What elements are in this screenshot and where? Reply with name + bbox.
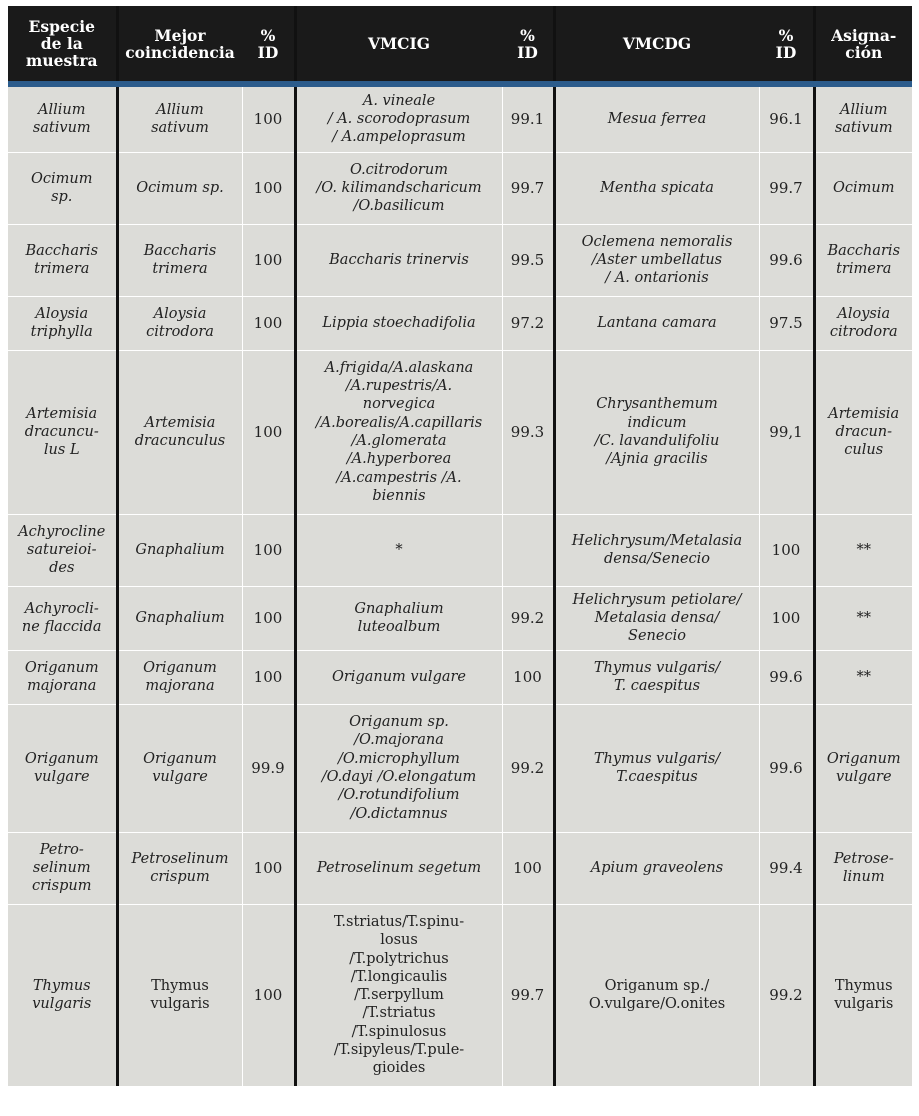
cell-asignacion: [814, 586, 912, 650]
table-row: [8, 832, 912, 904]
cell-line: Chrysanthemum: [596, 396, 718, 413]
cell-id-1: 100: [242, 350, 295, 514]
cell-vmcdg: [554, 832, 759, 904]
cell-line: Petroselinum: [131, 850, 229, 867]
cell-line: crispum: [150, 869, 210, 885]
cell-line: Origanum: [24, 750, 99, 767]
cell-line: /A.glomerata: [351, 433, 447, 449]
header-vmcig: [295, 6, 502, 84]
cell-vmcdg: [554, 586, 759, 650]
cell-line: Allium: [38, 101, 86, 118]
cell-especie: [8, 350, 117, 514]
cell-line: /A.rupestris/A.: [345, 378, 453, 395]
header-line: de la: [40, 34, 83, 53]
cell-line: Ocimum: [833, 179, 895, 196]
header-line: Especie: [28, 17, 95, 36]
cell-vmcig: [295, 704, 502, 832]
cell-id-3: 99.7: [759, 152, 814, 224]
header-id-2: [502, 6, 554, 84]
cell-line: losus: [380, 932, 418, 949]
cell-line: /O.dayi /O.elongatum: [321, 769, 477, 785]
cell-line: Lippia stoechadifolia: [322, 314, 476, 331]
cell-vmcig: [295, 84, 502, 152]
cell-especie: [8, 296, 117, 350]
cell-vmcig: [295, 224, 502, 296]
cell-especie: [8, 704, 117, 832]
cell-line: indicum: [627, 414, 687, 431]
cell-line: Mentha spicata: [600, 179, 714, 196]
cell-line: Helichrysum petiolare/: [572, 591, 742, 608]
cell-line: /Aster umbellatus: [591, 251, 723, 268]
cell-line: Origanum: [143, 750, 217, 767]
cell-especie: [8, 514, 117, 586]
header-especie: [8, 6, 117, 84]
header-mejor-coincidencia: [117, 6, 242, 84]
cell-line: crispum: [31, 878, 92, 895]
cell-line: gioides: [372, 1060, 426, 1077]
cell-vmcig: [295, 514, 502, 586]
cell-id-1: 99.9: [242, 704, 295, 832]
cell-vmcdg: [554, 152, 759, 224]
cell-id-2: 99.2: [502, 586, 554, 650]
cell-mejor-coincidencia: [117, 224, 242, 296]
cell-asignacion: [814, 514, 912, 586]
results-table: [8, 6, 912, 1086]
cell-id-1: 100: [242, 224, 295, 296]
cell-line: dracuncu-: [24, 423, 99, 440]
cell-vmcig: [295, 650, 502, 704]
cell-mejor-coincidencia: [117, 704, 242, 832]
cell-line: Aloysia: [35, 305, 89, 322]
cell-vmcdg: [554, 650, 759, 704]
cell-line: /A.campestris /A.: [336, 469, 462, 486]
cell-id-1: 100: [242, 514, 295, 586]
cell-mejor-coincidencia: [117, 296, 242, 350]
cell-asignacion: [814, 904, 912, 1086]
cell-line: /O. kilimandscharicum: [316, 179, 482, 196]
cell-line: Lantana camara: [597, 314, 717, 331]
cell-line: vulgare: [835, 769, 892, 785]
cell-id-3: 96.1: [759, 84, 814, 152]
cell-mejor-coincidencia: [117, 650, 242, 704]
cell-line: Ocimum: [31, 170, 93, 187]
cell-asignacion: [814, 84, 912, 152]
cell-line: Mesua ferrea: [607, 111, 707, 128]
cell-especie: [8, 84, 117, 152]
cell-line: Petroselinum segetum: [316, 859, 482, 876]
cell-line: vulgare: [152, 769, 208, 785]
cell-id-3: 99.6: [759, 650, 814, 704]
cell-line: sp.: [51, 189, 73, 205]
cell-line: citrodora: [146, 324, 214, 340]
cell-line: /O.microphyllum: [338, 750, 460, 767]
cell-id-1: 100: [242, 832, 295, 904]
table-row: [8, 650, 912, 704]
cell-mejor-coincidencia: [117, 514, 242, 586]
cell-line: / A. scorodoprasum: [327, 111, 471, 128]
cell-line: Petro-: [39, 841, 84, 858]
cell-line: Gnaphalium: [135, 609, 225, 626]
cell-line: Senecio: [628, 628, 686, 645]
cell-asignacion: [814, 224, 912, 296]
header-line: %: [260, 25, 276, 45]
cell-line: **: [856, 609, 871, 626]
cell-line: Ocimum sp.: [136, 179, 224, 196]
cell-line: Artemisia: [828, 405, 900, 422]
cell-line: Oclemena nemoralis: [581, 233, 733, 250]
header-asignacion: [814, 6, 912, 84]
cell-line: /Ajnia gracilis: [606, 451, 708, 468]
cell-id-1: 100: [242, 84, 295, 152]
header-line: VMCDG: [622, 34, 692, 53]
cell-asignacion: [814, 152, 912, 224]
cell-asignacion: [814, 832, 912, 904]
cell-line: selinum: [32, 859, 91, 876]
cell-line: Aloysia: [153, 305, 207, 322]
cell-vmcdg: [554, 296, 759, 350]
cell-line: Gnaphalium: [135, 541, 225, 558]
cell-line: Metalasia densa/: [594, 609, 720, 626]
cell-line: satureioi-: [26, 541, 97, 558]
cell-line: /O.majorana: [354, 732, 444, 749]
cell-id-3: 99.6: [759, 704, 814, 832]
cell-line: /O.rotundifolium: [338, 787, 460, 804]
cell-line: Thymus vulgaris/: [593, 750, 721, 767]
cell-vmcig: [295, 152, 502, 224]
cell-id-1: 100: [242, 904, 295, 1086]
header-line: %: [520, 25, 535, 45]
header-vmcdg: [554, 6, 759, 84]
table-row: [8, 224, 912, 296]
cell-line: /O.basilicum: [353, 198, 445, 215]
table-row: [8, 152, 912, 224]
cell-line: vulgaris: [834, 996, 894, 1013]
cell-vmcig: [295, 296, 502, 350]
cell-line: trimera: [34, 261, 90, 277]
cell-line: Baccharis: [25, 242, 99, 259]
cell-line: **: [856, 668, 871, 685]
cell-line: T. caespitus: [613, 678, 701, 694]
cell-line: sativum: [32, 120, 91, 137]
cell-vmcig: [295, 586, 502, 650]
cell-line: triphylla: [30, 324, 93, 340]
header-line: VMCIG: [367, 34, 430, 53]
cell-line: Gnaphalium: [354, 600, 444, 617]
table-row: [8, 350, 912, 514]
cell-line: A.frigida/A.alaskana: [324, 359, 474, 376]
cell-line: Origanum: [826, 750, 901, 767]
cell-line: Thymus vulgaris/: [593, 659, 721, 676]
cell-line: /T.striatus: [362, 1005, 436, 1022]
cell-line: culus: [844, 442, 884, 459]
cell-line: Origanum sp.: [349, 714, 449, 731]
cell-vmcdg: [554, 84, 759, 152]
cell-line: Thymus: [151, 977, 209, 994]
cell-line: O.vulgare/O.onites: [588, 996, 726, 1013]
cell-line: /T.serpyllum: [354, 987, 444, 1004]
cell-id-2: [502, 514, 554, 586]
header-line: ción: [845, 42, 883, 62]
cell-line: /A.borealis/A.capillaris: [315, 414, 483, 431]
cell-line: dracun-: [835, 423, 893, 440]
cell-mejor-coincidencia: [117, 586, 242, 650]
cell-line: Thymus: [834, 977, 893, 994]
cell-asignacion: [814, 350, 912, 514]
table-header: [8, 6, 912, 84]
cell-line: Thymus: [32, 977, 91, 994]
cell-especie: [8, 586, 117, 650]
cell-vmcdg: [554, 704, 759, 832]
cell-asignacion: [814, 650, 912, 704]
cell-line: majorana: [145, 678, 215, 694]
table-row: [8, 586, 912, 650]
header-line: ID: [775, 42, 797, 62]
cell-asignacion: [814, 704, 912, 832]
cell-line: / A.ampeloprasum: [332, 129, 466, 146]
cell-line: /C. lavandulifoliu: [594, 433, 720, 449]
cell-line: densa/Senecio: [603, 551, 711, 567]
cell-line: luteoalbum: [357, 619, 441, 635]
cell-id-3: 99,1: [759, 350, 814, 514]
table-row: [8, 904, 912, 1086]
cell-line: linum: [842, 869, 885, 885]
cell-especie: [8, 650, 117, 704]
cell-line: Origanum: [143, 659, 217, 676]
cell-mejor-coincidencia: [117, 84, 242, 152]
cell-id-2: 99.5: [502, 224, 554, 296]
cell-line: Origanum vulgare: [331, 668, 467, 685]
cell-line: sativum: [151, 120, 209, 137]
cell-line: vulgare: [33, 769, 90, 785]
cell-id-3: 97.5: [759, 296, 814, 350]
cell-id-2: 97.2: [502, 296, 554, 350]
cell-line: Baccharis trinervis: [329, 251, 469, 268]
cell-line: trimera: [836, 261, 892, 277]
cell-line: citrodora: [829, 324, 898, 340]
table-row: [8, 296, 912, 350]
table-row: [8, 84, 912, 152]
cell-id-2: 99.7: [502, 152, 554, 224]
cell-line: Petrose-: [833, 850, 894, 867]
cell-id-1: 100: [242, 650, 295, 704]
header-line: Asigna-: [831, 25, 897, 45]
cell-line: /T.spinulosus: [351, 1023, 447, 1040]
cell-id-2: 99.1: [502, 84, 554, 152]
header-row: [8, 6, 912, 84]
cell-line: Artemisia: [26, 405, 98, 422]
table-body: [8, 84, 912, 1086]
cell-vmcdg: [554, 350, 759, 514]
cell-mejor-coincidencia: [117, 350, 242, 514]
header-line: coincidencia: [125, 42, 235, 62]
cell-line: T.caespitus: [616, 769, 698, 785]
cell-id-2: 99.2: [502, 704, 554, 832]
header-line: Mejor: [154, 25, 206, 45]
cell-especie: [8, 904, 117, 1086]
cell-line: Achyrocli-: [24, 600, 99, 617]
cell-mejor-coincidencia: [117, 904, 242, 1086]
header-id-3: [759, 6, 814, 84]
cell-line: /A.hyperborea: [346, 451, 452, 468]
header-line: ID: [257, 42, 279, 62]
cell-id-3: 99.4: [759, 832, 814, 904]
cell-line: ne flaccida: [21, 619, 102, 635]
cell-line: O.citrodorum: [350, 161, 448, 178]
cell-vmcig: [295, 904, 502, 1086]
cell-line: biennis: [372, 487, 426, 504]
cell-especie: [8, 224, 117, 296]
cell-line: des: [49, 560, 75, 577]
cell-line: T.striatus/T.spinu-: [333, 913, 465, 930]
cell-line: vulgaris: [150, 996, 210, 1013]
cell-line: sativum: [834, 120, 893, 137]
cell-line: A. vineale: [362, 92, 436, 109]
cell-vmcdg: [554, 514, 759, 586]
cell-id-1: 100: [242, 296, 295, 350]
header-line: muestra: [25, 51, 98, 70]
header-line: %: [778, 25, 794, 45]
cell-line: Origanum sp./: [604, 977, 710, 994]
cell-id-1: 100: [242, 152, 295, 224]
cell-especie: [8, 152, 117, 224]
cell-line: /T.sipyleus/T.pule-: [333, 1041, 465, 1058]
cell-line: dracunculus: [134, 433, 226, 449]
cell-id-3: 100: [759, 514, 814, 586]
cell-line: majorana: [27, 678, 97, 694]
cell-line: trimera: [152, 261, 208, 277]
cell-line: Helichrysum/Metalasia: [571, 532, 743, 549]
header-line: ID: [517, 42, 538, 62]
cell-line: Aloysia: [837, 305, 891, 322]
cell-id-2: 99.7: [502, 904, 554, 1086]
cell-line: *: [395, 541, 403, 558]
cell-id-2: 100: [502, 832, 554, 904]
cell-line: Artemisia: [144, 414, 216, 431]
cell-id-2: 100: [502, 650, 554, 704]
table-row: [8, 704, 912, 832]
cell-line: lus L: [43, 442, 80, 459]
cell-line: vulgaris: [32, 996, 92, 1013]
header-id-1: [242, 6, 295, 84]
table-row: [8, 514, 912, 586]
cell-especie: [8, 832, 117, 904]
cell-vmcig: [295, 832, 502, 904]
cell-id-1: 100: [242, 586, 295, 650]
cell-id-2: 99.3: [502, 350, 554, 514]
cell-id-3: 99.2: [759, 904, 814, 1086]
cell-line: Baccharis: [143, 242, 217, 259]
cell-id-3: 99.6: [759, 224, 814, 296]
cell-line: /T.longicaulis: [350, 968, 448, 985]
cell-asignacion: [814, 296, 912, 350]
cell-line: /T.polytrichus: [349, 950, 449, 967]
cell-id-3: 100: [759, 586, 814, 650]
cell-vmcig: [295, 350, 502, 514]
cell-line: **: [856, 541, 871, 558]
cell-mejor-coincidencia: [117, 832, 242, 904]
cell-vmcdg: [554, 224, 759, 296]
cell-line: / A. ontarionis: [605, 270, 709, 287]
cell-mejor-coincidencia: [117, 152, 242, 224]
cell-line: Allium: [156, 101, 204, 118]
cell-line: Achyrocline: [18, 523, 106, 540]
cell-line: Baccharis: [827, 242, 901, 259]
cell-line: Origanum: [24, 659, 99, 676]
cell-line: norvegica: [362, 396, 436, 413]
cell-line: Allium: [840, 101, 888, 118]
cell-line: Apium graveolens: [590, 859, 724, 876]
cell-vmcdg: [554, 904, 759, 1086]
cell-line: /O.dictamnus: [350, 805, 448, 822]
